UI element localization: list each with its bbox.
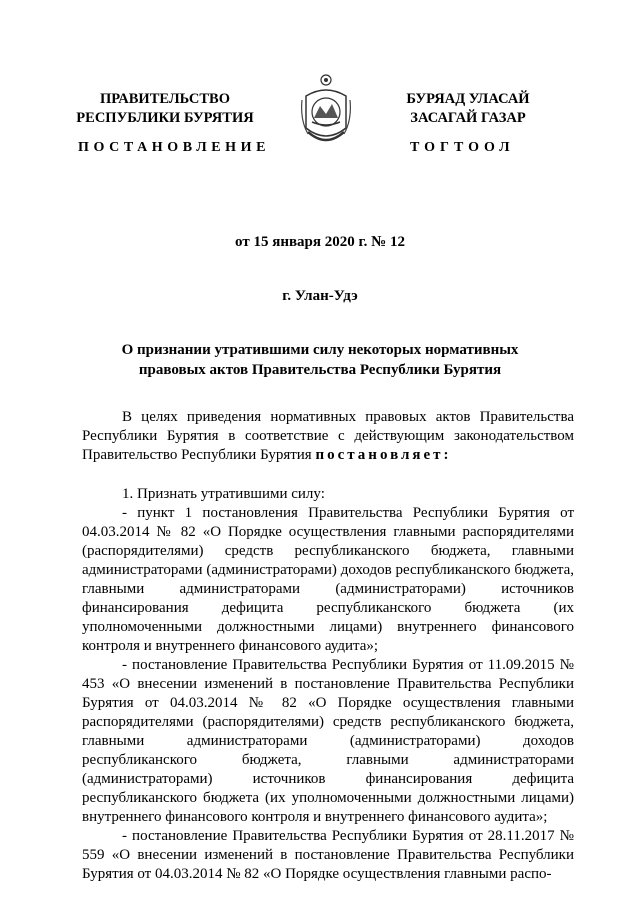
document-type-russian: ПОСТАНОВЛЕНИЕ bbox=[78, 140, 271, 155]
title-line-2: правовых актов Правительства Республики Бурятия bbox=[138, 362, 502, 378]
coat-of-arms-icon bbox=[296, 70, 356, 155]
item-paragraph-2: - постановление Правительства Республики Бурятия от 11.09.2015 № 453 «О внесении изменений в постановление Правительства Республики Бурятия от 04.03.2014 № 82 «О Порядке осуществления главными распорядителями (распорядителями) средств республиканского бюджета, главными администраторами (администраторами) доходов республиканского бюджета, главными администраторами (администраторами) источников финансирования дефицита республиканского бюджета (их уполномоченными должностными лицами) внутреннего финансового контроля и внутреннего финансового аудита»; bbox=[82, 657, 574, 825]
buryat-line-1: БУРЯАД УЛАСАЙ bbox=[406, 91, 530, 107]
government-name-buryat bbox=[368, 90, 568, 128]
preamble-text: В целях приведения нормативных правовых актов Правительства Республики Бурятия в соответствие с действующим законодательством Правительство Республики Бурятия bbox=[82, 409, 574, 463]
item-paragraph-1: - пункт 1 постановления Правительства Республики Бурятия от 04.03.2014 № 82 «О Порядке осуществления главными распорядителями (распорядителями) средств республиканского бюджета, главными администраторами (администраторами) доходов республиканского бюджета, главными администраторами (администраторами) источников финансирования дефицита республиканского бюджета (их уполномоченными должностными лицами) внутреннего финансового контроля и внутреннего финансового аудита»; bbox=[82, 505, 574, 654]
item-paragraph-3: - постановление Правительства Республики Бурятия от 28.11.2017 № 559 «О внесении изменений в постановление Правительства Республики Бурятия от 04.03.2014 № 82 «О Порядке осуществления главными распо- bbox=[82, 828, 574, 882]
government-line-2: РЕСПУБЛИКИ БУРЯТИЯ bbox=[76, 110, 254, 126]
document-date-number: от 15 января 2020 г. № 12 bbox=[235, 234, 405, 250]
document-city: г. Улан-Удэ bbox=[282, 288, 358, 304]
document-title bbox=[0, 340, 640, 380]
resolves-word: постановляет: bbox=[315, 447, 452, 463]
title-line-1: О признании утратившими силу некоторых нормативных bbox=[121, 342, 519, 358]
document-type-buryat: ТОГТООЛ bbox=[410, 140, 515, 155]
item-heading: 1. Признать утратившими силу: bbox=[122, 486, 325, 502]
government-line-1: ПРАВИТЕЛЬСТВО bbox=[100, 91, 230, 107]
preamble-paragraph bbox=[82, 408, 574, 465]
document-body bbox=[82, 408, 574, 884]
government-name-russian bbox=[60, 90, 270, 128]
buryat-line-2: ЗАСАГАЙ ГАЗАР bbox=[410, 110, 526, 126]
